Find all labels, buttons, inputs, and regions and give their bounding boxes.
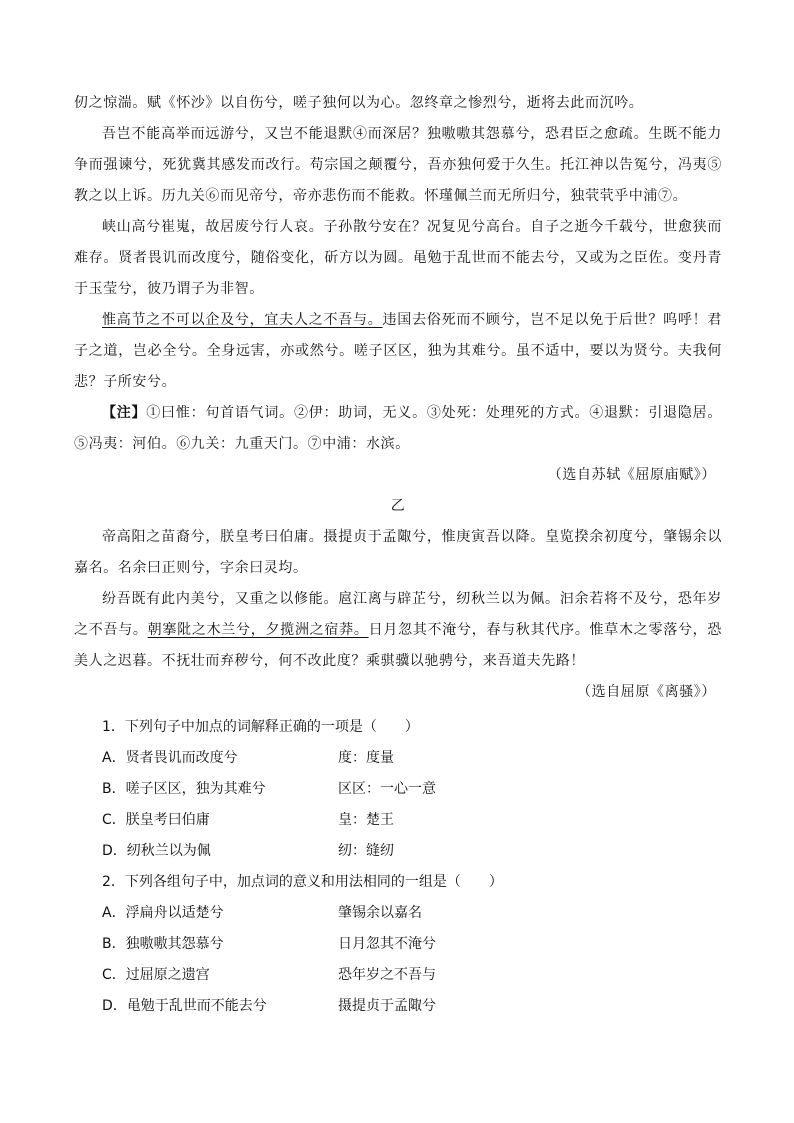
passage-paragraph: 峡山高兮崔嵬，故居废兮行人哀。子孙散兮安在？况复见兮高台。自子之逝今千载兮，世愈狭而难存。贤者畏讥而改度兮，随俗变化，斫方以为圆。黾勉于乱世而不能去兮，又或为之臣佐。变丹青于玉莹兮，彼乃谓子为非智。 [74,219,722,297]
option-a[interactable]: A．浮扁舟以适楚兮 肇锡余以嘉名 [102,905,422,921]
option-c[interactable]: C．朕皇考曰伯庸 皇：楚王 [102,812,394,828]
passage-paragraph: 仞之惊湍。赋《怀沙》以自伤兮，嗟子独何以为心。忽终章之惨烈兮，逝将去此而沉吟。 [74,95,644,111]
option-d[interactable]: D．纫秋兰以为佩 纫：缝纫 [102,843,394,859]
passage-text: 违国去俗死而不顾兮，岂不足以免于后世？呜呼！君子之道，岂必全兮。全身远害，亦或然兮。嗟子区区，独为其难兮。虽不适中，要以为贤兮。夫我何悲？子所安兮。 [74,312,722,390]
option-b[interactable]: B．嗟子区区，独为其难兮 区区：一心一意 [102,781,436,797]
passage-text: 纷吾既有此内美兮，又重之以修能。扈江离与辟芷兮，纫秋兰以为佩。汩余若将不及兮，恐年岁之不吾与。 [74,591,722,638]
source-citation: （选自苏轼《屈原庙赋》） [547,467,716,483]
passage-paragraph: 吾岂不能高举而远游兮，又岂不能退默④而深居？独嗷嗷其怨慕兮，恐君臣之愈疏。生既不能力争而强谏兮，死犹冀其感发而改行。苟宗国之颠覆兮，吾亦独何爱于久生。托江神以告冤兮，冯夷⑤教之以上诉。历九关⑥而见帝兮，帝亦悲伤而不能救。怀瑾佩兰而无所归兮，独茕茕乎中浦⑦。 [74,126,722,204]
source-citation: （选自屈原《离骚》） [577,684,716,700]
option-a[interactable]: A．贤者畏讥而改度兮 度：度量 [102,750,394,766]
document-page [74,88,722,1022]
option-b[interactable]: B．独嗷嗷其怨慕兮 日月忽其不淹兮 [102,936,436,952]
question-1 [74,712,722,867]
underlined-sentence: 惟高节之不可以企及兮，宜夫人之不吾与。 [102,312,383,328]
note-text: ①曰惟：句首语气词。②伊：助词，无义。③处死：处理死的方式。④退默：引退隐居。⑤冯夷：河伯。⑥九关：九重天门。⑦中浦：水滨。 [74,405,722,452]
passage-text: 日月忽其不淹兮，春与秋其代序。惟草木之零落兮，恐美人之迟暮。不抚壮而弃秽兮，何不改此度？乘骐骥以驰骋兮，来吾道夫先路！ [74,622,722,669]
question-stem: 1．下列句子中加点的词解释正确的一项是（ ） [102,719,419,735]
underlined-sentence: 朝搴阰之木兰兮，夕揽洲之宿莽。 [147,622,369,638]
option-d[interactable]: D．黾勉于乱世而不能去兮 摄提贞于孟陬兮 [102,998,436,1014]
passage-paragraph [74,305,722,398]
passage-paragraph [74,584,722,677]
passage-paragraph: 帝高阳之苗裔兮，朕皇考曰伯庸。摄提贞于孟陬兮，惟庚寅吾以降。皇览揆余初度兮，肇锡余以嘉名。名余曰正则兮，字余曰灵均。 [74,529,722,576]
passage-heading: 乙 [390,498,406,514]
note-heading: 【注】 [102,405,147,421]
question-2 [74,867,722,1022]
question-stem: 2．下列各组句子中，加点词的意义和用法相同的一组是（ ） [102,874,503,890]
option-c[interactable]: C．过屈原之遗宫 恐年岁之不吾与 [102,967,436,983]
annotation-note [74,398,722,460]
